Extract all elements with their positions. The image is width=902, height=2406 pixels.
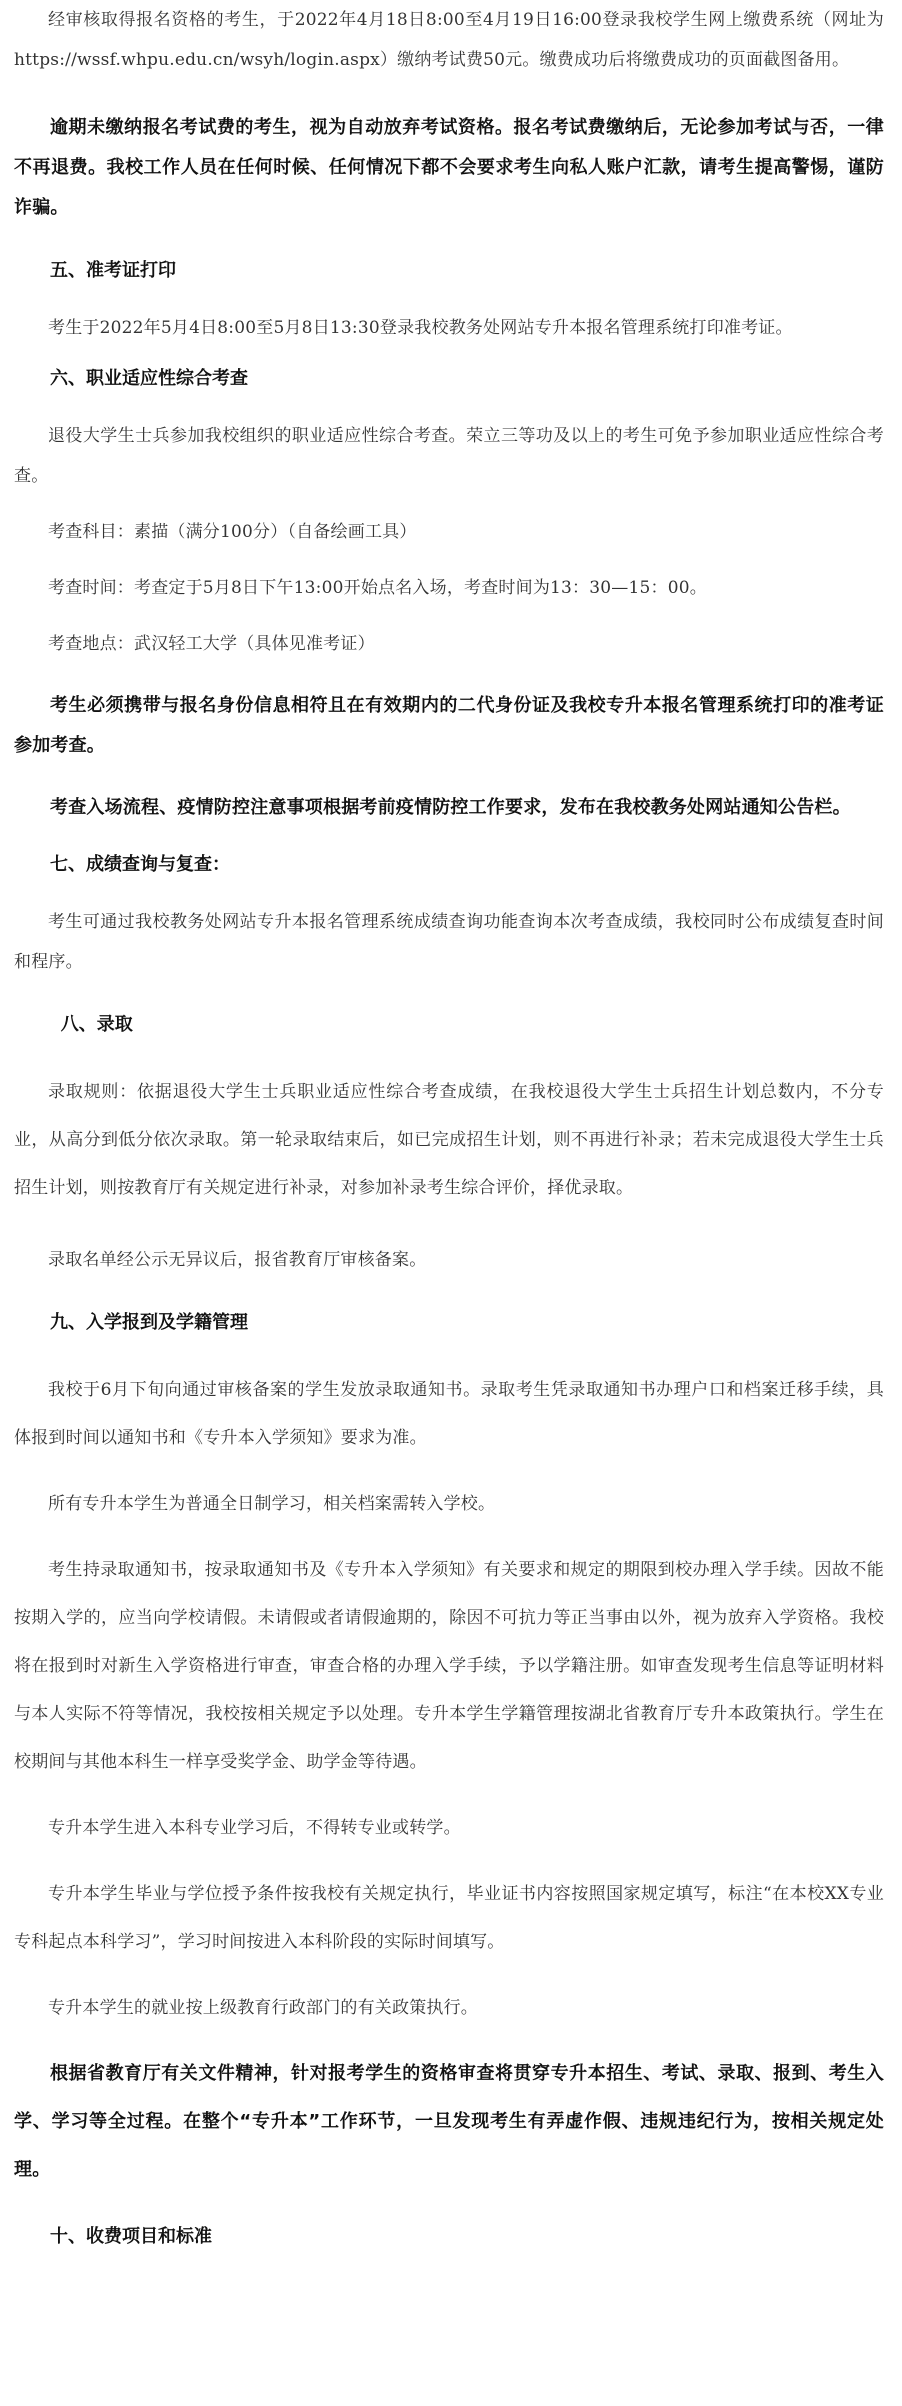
section-8-heading: 八、录取: [60, 1014, 133, 1035]
section-5-heading: 五、准考证打印: [50, 260, 176, 281]
payment-warning-paragraph: 逾期未缴纳报名考试费的考生，视为自动放弃考试资格。报名考试费缴纳后，无论参加考试与否，一律不再退费。我校工作人员在任何时候、任何情况下都不会要求考生向私人账户汇款，请考生提高警惕，谨防诈骗。: [14, 117, 884, 218]
no-transfer-paragraph: 专升本学生进入本科专业学习后，不得转专业或转学。: [48, 1818, 461, 1838]
assessment-time: 考查时间：考查定于5月8日下午13:00开始点名入场，考查时间为13：30—15：00。: [48, 578, 707, 598]
assessment-subject: 考查科目：素描（满分100分）（自备绘画工具）: [48, 522, 417, 542]
admission-rules-paragraph: 录取规则：依据退役大学生士兵职业适应性综合考查成绩，在我校退役大学生士兵招生计划总数内，不分专业，从高分到低分依次录取。第一轮录取结束后，如已完成招生计划，则不再进行补录；若未完成退役大学生士兵招生计划，则按教育厅有关规定进行补录，对参加补录考生综合评价，择优录取。: [14, 1082, 884, 1198]
assessment-intro-paragraph: 退役大学生士兵参加我校组织的职业适应性综合考查。荣立三等功及以上的考生可免予参加职业适应性综合考查。: [14, 426, 884, 486]
section-9-heading: 九、入学报到及学籍管理: [50, 1312, 248, 1333]
fulltime-study-paragraph: 所有专升本学生为普通全日制学习，相关档案需转入学校。: [48, 1494, 496, 1514]
assessment-entry-notice: 考查入场流程、疫情防控注意事项根据考前疫情防控工作要求，发布在我校教务处网站通知公告栏。: [50, 797, 851, 818]
admission-filing-paragraph: 录取名单经公示无异议后，报省教育厅审核备案。: [48, 1250, 427, 1270]
assessment-place: 考查地点：武汉轻工大学（具体见准考证）: [48, 634, 375, 654]
section-7-heading: 七、成绩查询与复查：: [50, 854, 230, 875]
assessment-id-requirement: 考生必须携带与报名身份信息相符且在有效期内的二代身份证及我校专升本报名管理系统打印的准考证参加考查。: [14, 695, 884, 756]
graduation-paragraph: 专升本学生毕业与学位授予条件按我校有关规定执行，毕业证书内容按照国家规定填写，标注“在本校XX专业专科起点本科学习”，学习时间按进入本科阶段的实际时间填写。: [14, 1884, 884, 1952]
section-10-heading-wrapper: [14, 2222, 884, 2246]
section-6-heading: 六、职业适应性综合考查: [50, 368, 248, 389]
employment-paragraph: 专升本学生的就业按上级教育行政部门的有关政策执行。: [48, 1998, 478, 2018]
qualification-review-paragraph: 根据省教育厅有关文件精神，针对报考学生的资格审查将贯穿专升本招生、考试、录取、报到、考生入学、学习等全过程。在整个“专升本”工作环节，一旦发现考生有弄虚作假、违规违纪行为，按相关规定处理。: [14, 2063, 884, 2180]
enrollment-procedure-paragraph: 考生持录取通知书，按录取通知书及《专升本入学须知》有关要求和规定的期限到校办理入学手续。因故不能按期入学的，应当向学校请假。未请假或者请假逾期的，除因不可抗力等正当事由以外，视为放弃入学资格。我校将在报到时对新生入学资格进行审查，审查合格的办理入学手续，予以学籍注册。如审查发现考生信息等证明材料与本人实际不符等情况，我校按相关规定予以处理。专升本学生学籍管理按湖北省教育厅专升本政策执行。学生在校期间与其他本科生一样享受奖学金、助学金等待遇。: [14, 1560, 884, 1772]
enrollment-notice-paragraph: 我校于6月下旬向通过审核备案的学生发放录取通知书。录取考生凭录取通知书办理户口和档案迁移手续，具体报到时间以通知书和《专升本入学须知》要求为准。: [14, 1380, 884, 1448]
payment-paragraph: 经审核取得报名资格的考生，于2022年4月18日8:00至4月19日16:00登录我校学生网上缴费系统（网址为https://wssf.whpu.edu.cn/wsyh/login.aspx）缴纳考试费50元。缴费成功后将缴费成功的页面截图备用。: [14, 10, 884, 70]
score-query-paragraph: 考生可通过我校教务处网站专升本报名管理系统成绩查询功能查询本次考查成绩，我校同时公布成绩复查时间和程序。: [14, 912, 884, 972]
admission-ticket-paragraph: 考生于2022年5月4日8:00至5月8日13:30登录我校教务处网站专升本报名管理系统打印准考证。: [48, 318, 793, 338]
section-10-heading: 十、收费项目和标准: [50, 2226, 212, 2246]
